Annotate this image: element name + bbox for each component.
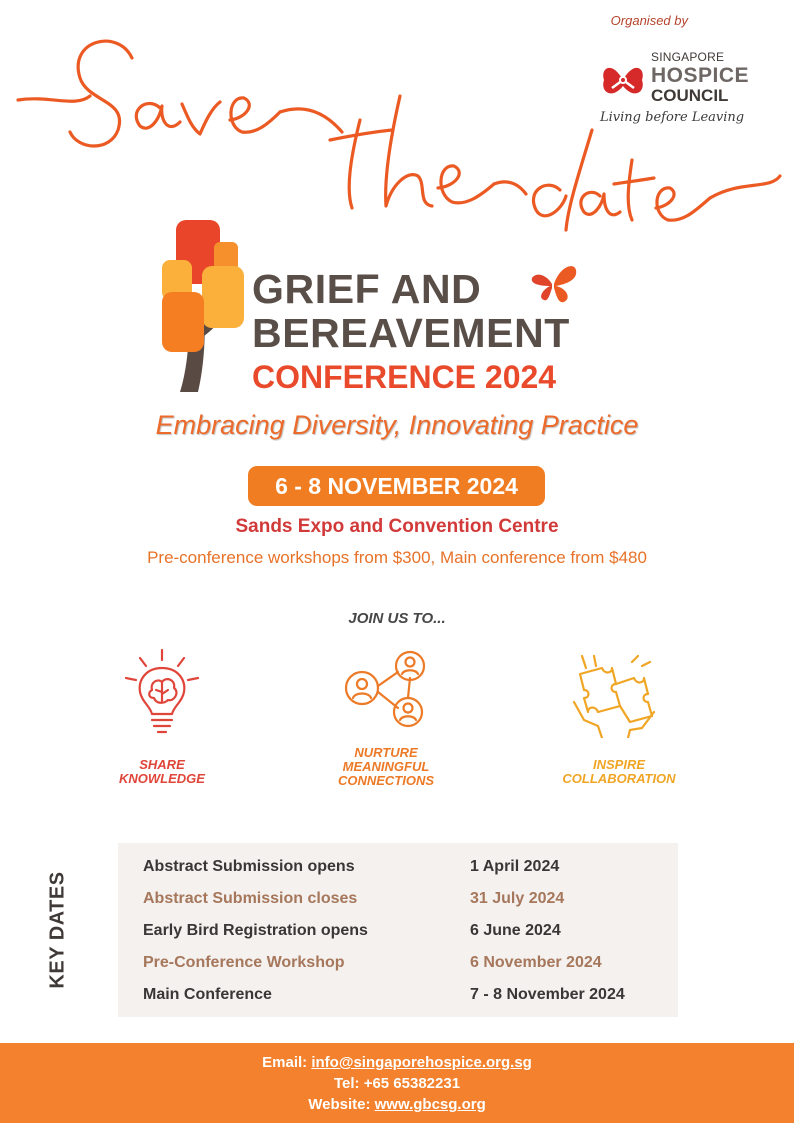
conference-theme: Embracing Diversity, Innovating Practice	[155, 410, 639, 440]
puzzle-hands-icon	[572, 654, 656, 738]
key-date-event: Abstract Submission opens	[143, 858, 355, 875]
tel-label: Tel:	[333, 1075, 364, 1092]
conference-pricing: Pre-conference workshops from $300, Main conference from $480	[147, 548, 647, 567]
butterfly-icon	[530, 262, 578, 306]
key-date-event: Main Conference	[143, 986, 272, 1003]
join-us-heading: JOIN US TO...	[348, 610, 446, 627]
organised-by-label: Organised by	[610, 13, 688, 28]
pillar-label-share-knowledge: SHARE KNOWLEDGE	[119, 757, 205, 786]
key-date-value: 7 - 8 November 2024	[470, 986, 625, 1003]
organiser-name-line3: COUNCIL	[651, 86, 729, 105]
website-label: Website:	[308, 1096, 375, 1113]
lightbulb-brain-icon	[122, 646, 202, 736]
pillar-label-inspire-collaboration: INSPIRE COLLABORATION	[562, 757, 676, 786]
key-date-value: 1 April 2024	[470, 858, 560, 875]
organiser-name-line2: HOSPICE	[651, 64, 750, 87]
pillar-label-nurture-connections: NURTURE MEANINGFUL CONNECTIONS	[337, 745, 435, 788]
key-dates-table	[118, 843, 678, 1017]
key-dates-title: KEY DATES	[46, 871, 69, 989]
key-date-row	[118, 916, 678, 948]
conference-dates-badge: 6 - 8 NOVEMBER 2024	[248, 466, 545, 506]
conference-venue: Sands Expo and Convention Centre	[235, 516, 559, 537]
key-date-event: Early Bird Registration opens	[143, 922, 368, 939]
key-date-value: 6 June 2024	[470, 922, 561, 939]
conference-title-line3: CONFERENCE 2024	[252, 359, 557, 395]
network-people-icon	[340, 648, 432, 734]
website-link[interactable]: www.gbcsg.org	[374, 1096, 486, 1113]
key-date-value: 6 November 2024	[470, 954, 602, 971]
conference-title-line1: GRIEF AND	[252, 266, 482, 312]
key-date-row	[118, 948, 678, 980]
email-link[interactable]: info@singaporehospice.org.sg	[311, 1054, 532, 1071]
key-date-event: Pre-Conference Workshop	[143, 954, 345, 971]
organiser-name-line1: SINGAPORE	[651, 50, 725, 64]
organiser-tagline: Living before Leaving	[600, 110, 745, 125]
contact-footer	[0, 1043, 794, 1123]
conference-title-line2: BEREAVEMENT	[252, 310, 570, 356]
contact-tel-line	[0, 1075, 794, 1092]
tel-number: +65 65382231	[363, 1075, 461, 1092]
hospice-council-logo-icon	[598, 56, 648, 104]
key-date-row	[118, 884, 678, 916]
email-label: Email:	[262, 1054, 312, 1071]
tree-logo-icon	[158, 216, 248, 396]
key-date-value: 31 July 2024	[470, 890, 565, 907]
key-date-event: Abstract Submission closes	[143, 890, 358, 907]
key-date-row	[118, 852, 678, 884]
contact-email-line	[0, 1054, 794, 1071]
key-date-row	[118, 980, 678, 1012]
organiser-block	[586, 10, 766, 130]
contact-website-line	[0, 1096, 794, 1113]
